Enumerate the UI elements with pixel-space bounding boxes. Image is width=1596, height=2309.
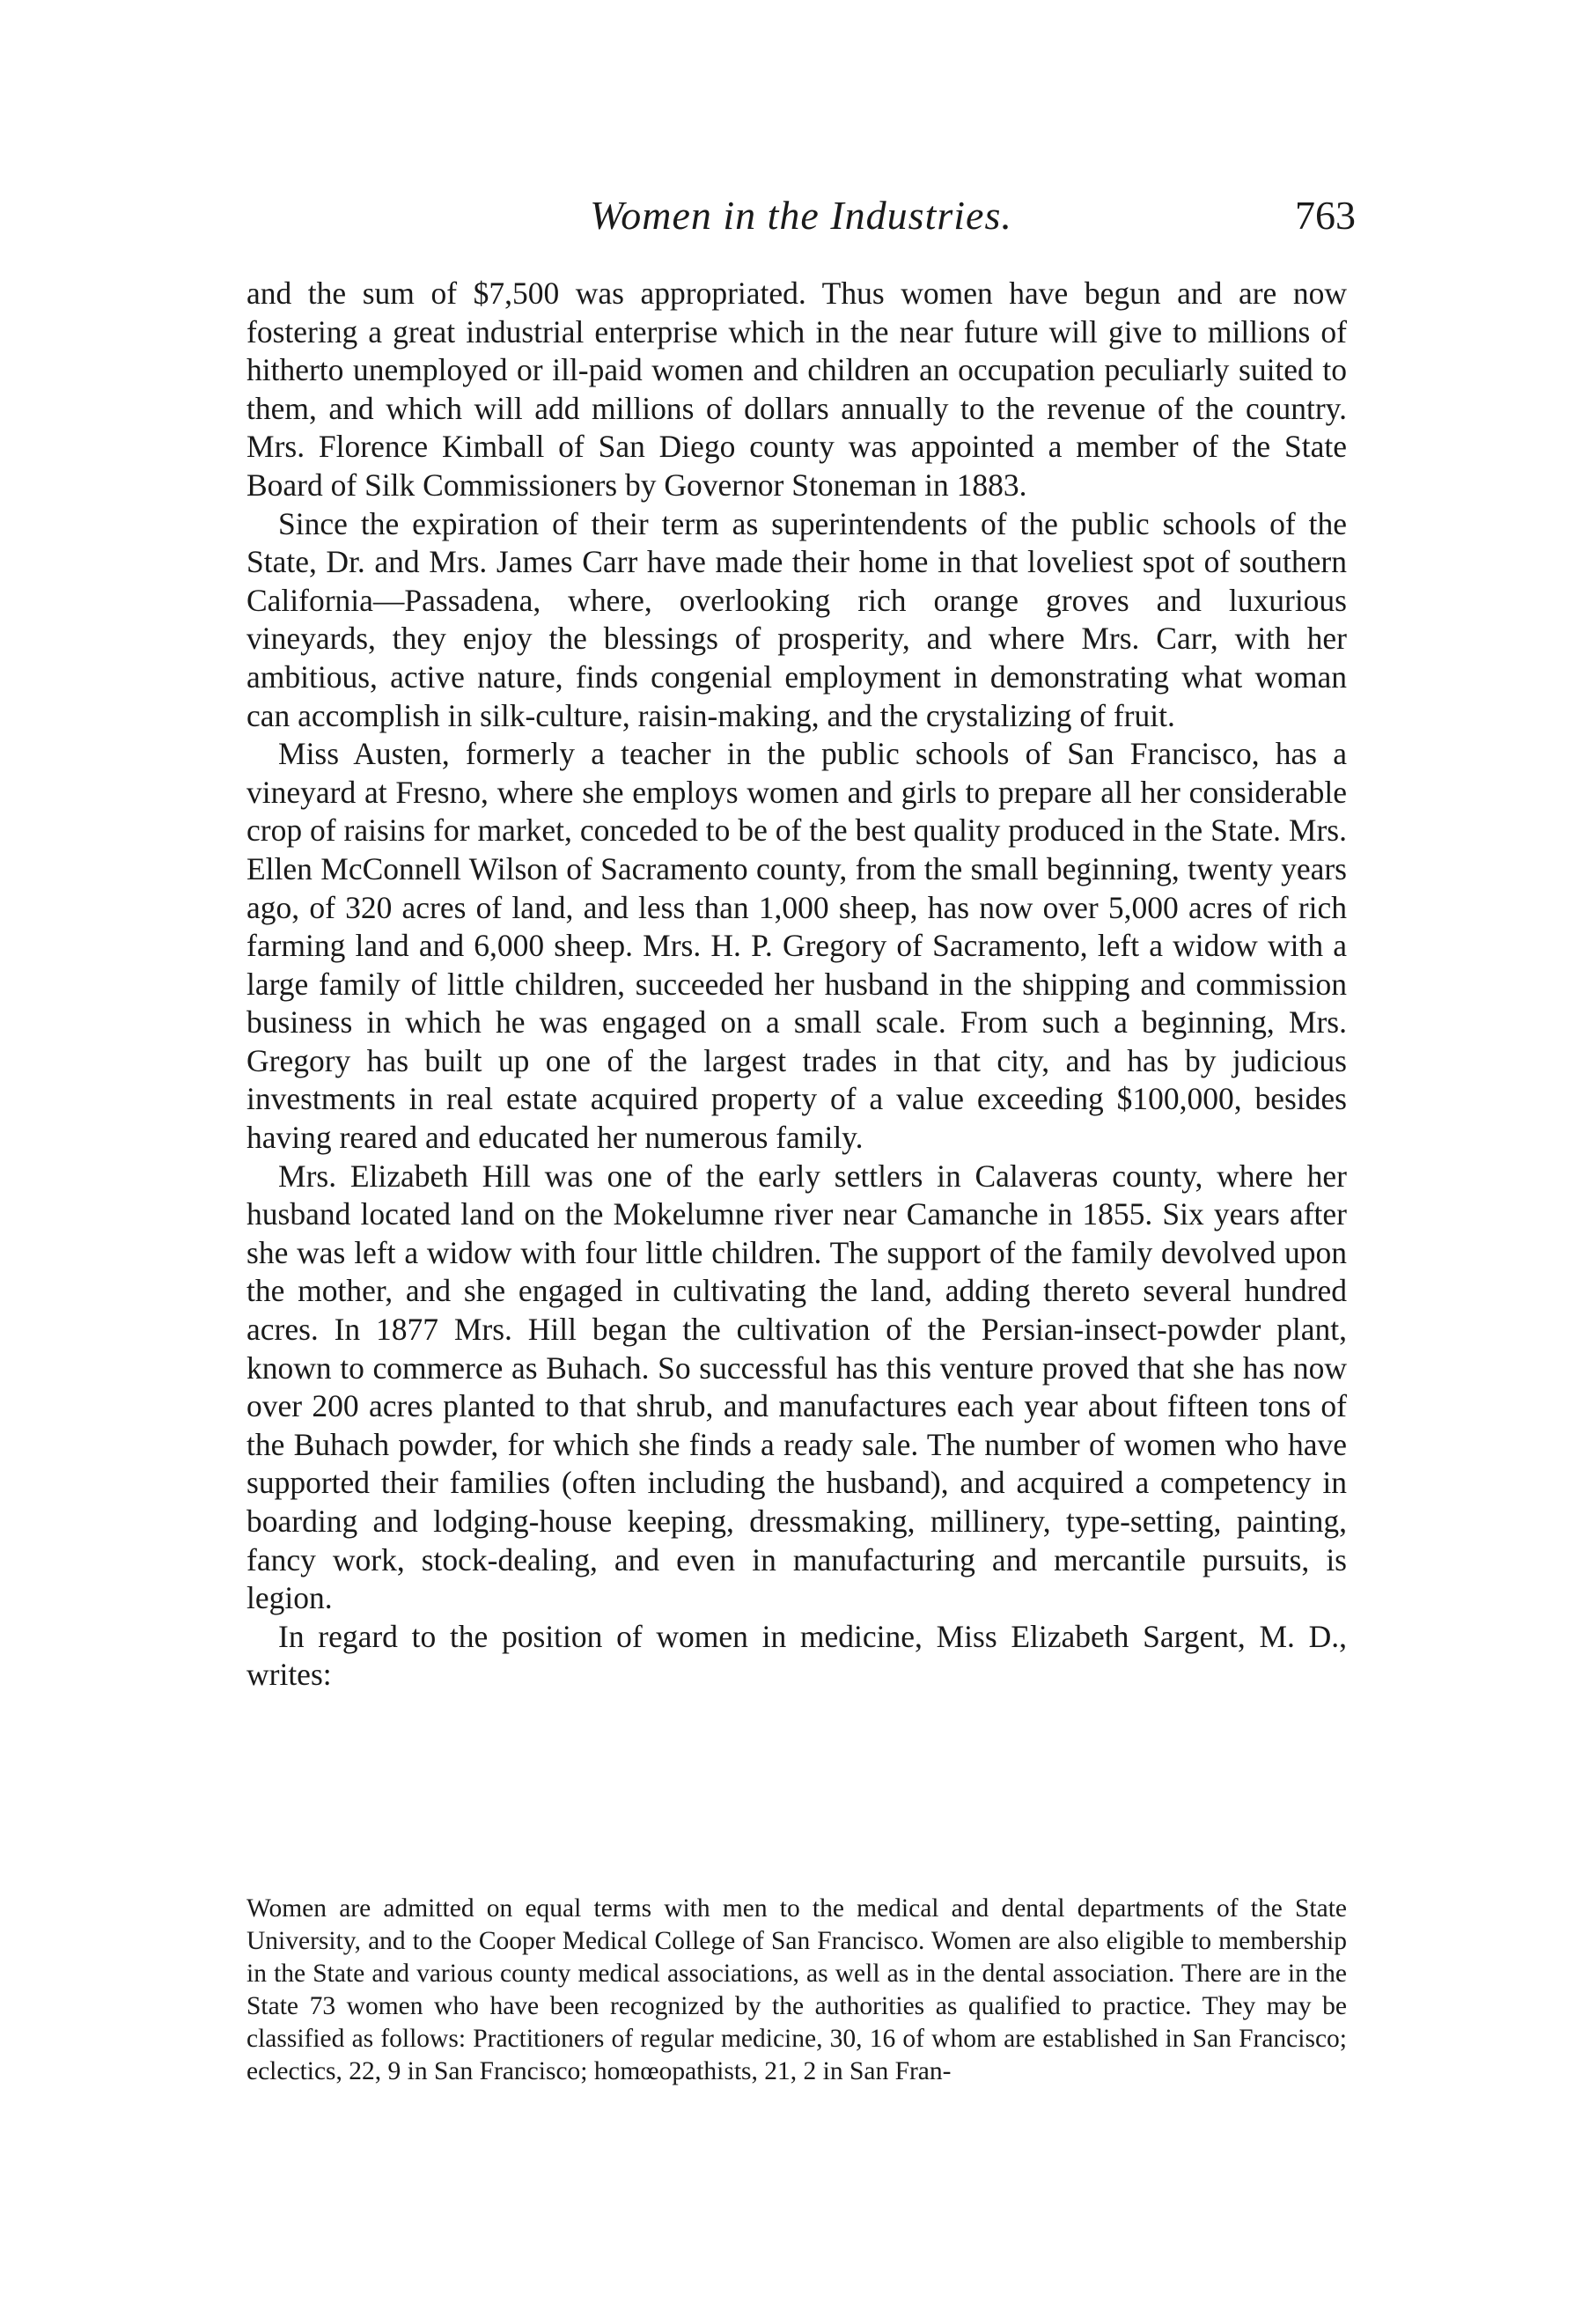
paragraph: and the sum of $7,500 was appropriated. Thus women have begun and are now fostering a great industrial enterprise which in the near future will give to millions of hitherto unemployed or ill-paid women and children an occupation peculiarly suited to them, and which will add millions of dollars annually to the revenue of the country. Mrs. Florence Kimball of San Diego county was appointed a member of the State Board of Silk Commissioners by Governor Stoneman in 1883. bbox=[246, 276, 1347, 503]
running-title: Women in the Industries. bbox=[590, 193, 1012, 238]
paragraph: Miss Austen, formerly a teacher in the public schools of San Francisco, has a vineyard at Fresno, where she employs women and girls to prepare all her considerable crop of raisins for market, conceded to be of the best quality produced in the State. Mrs. Ellen McConnell Wilson of Sacramento county, from the small beginning, twenty years ago, of 320 acres of land, and less than 1,000 sheep, has now over 5,000 acres of rich farming land and 6,000 sheep. Mrs. H. P. Gregory of Sacramento, left a widow with a large family of little children, succeeded her husband in the shipping and commission business in which he was engaged on a small scale. From such a beginning, Mrs. Gregory has built up one of the largest trades in that city, and has by judicious investments in real estate acquired property of a value exceeding $100,000, besides having reared and educated her numerous family. bbox=[246, 736, 1347, 1156]
page-number: 763 bbox=[1295, 193, 1356, 238]
quote-text: Women are admitted on equal terms with men to the medical and dental departments of the State University, and to the Cooper Medical College of San Francisco. Women are also eligible to membership in the State and various county medical associations, as well as in the dental association. There are in the State 73 women who have been recognized by the authorities as qualified to practice. They may be classified as follows: Practitioners of regular medicine, 30, 16 of whom are established in San Francisco; eclectics, 22, 9 in San Francisco; homœopathists, 21, 2 in San Fran- bbox=[246, 1894, 1347, 2085]
paragraph: Mrs. Elizabeth Hill was one of the early settlers in Calaveras county, where her husband located land on the Mokelumne river near Camanche in 1855. Six years after she was left a widow with four little children. The support of the family devolved upon the mother, and she engaged in cultivating the land, adding thereto several hundred acres. In 1877 Mrs. Hill began the cultivation of the Persian-insect-powder plant, known to commerce as Buhach. So successful has this venture proved that she has now over 200 acres planted to that shrub, and manufactures each year about fifteen tons of the Buhach powder, for which she finds a ready sale. The number of women who have supported their families (often including the husband), and acquired a competency in boarding and lodging-house keeping, dressmaking, millinery, type-setting, painting, fancy work, stock-dealing, and even in manufacturing and mercantile pursuits, is legion. bbox=[246, 1158, 1347, 1616]
running-head bbox=[246, 192, 1356, 254]
block-quote bbox=[246, 1893, 1347, 2088]
body-text bbox=[246, 275, 1347, 1695]
paragraph: In regard to the position of women in medicine, Miss Elizabeth Sargent, M. D., writes: bbox=[246, 1618, 1347, 1693]
paragraph: Since the expiration of their term as superintendents of the public schools of the State, Dr. and Mrs. James Carr have made their home in that loveliest spot of southern California—Passadena, where, overlooking rich orange groves and luxurious vineyards, they enjoy the blessings of prosperity, and where Mrs. Carr, with her ambitious, active nature, finds congenial employment in demonstrating what woman can accomplish in silk-culture, raisin-making, and the crystalizing of fruit. bbox=[246, 505, 1347, 733]
